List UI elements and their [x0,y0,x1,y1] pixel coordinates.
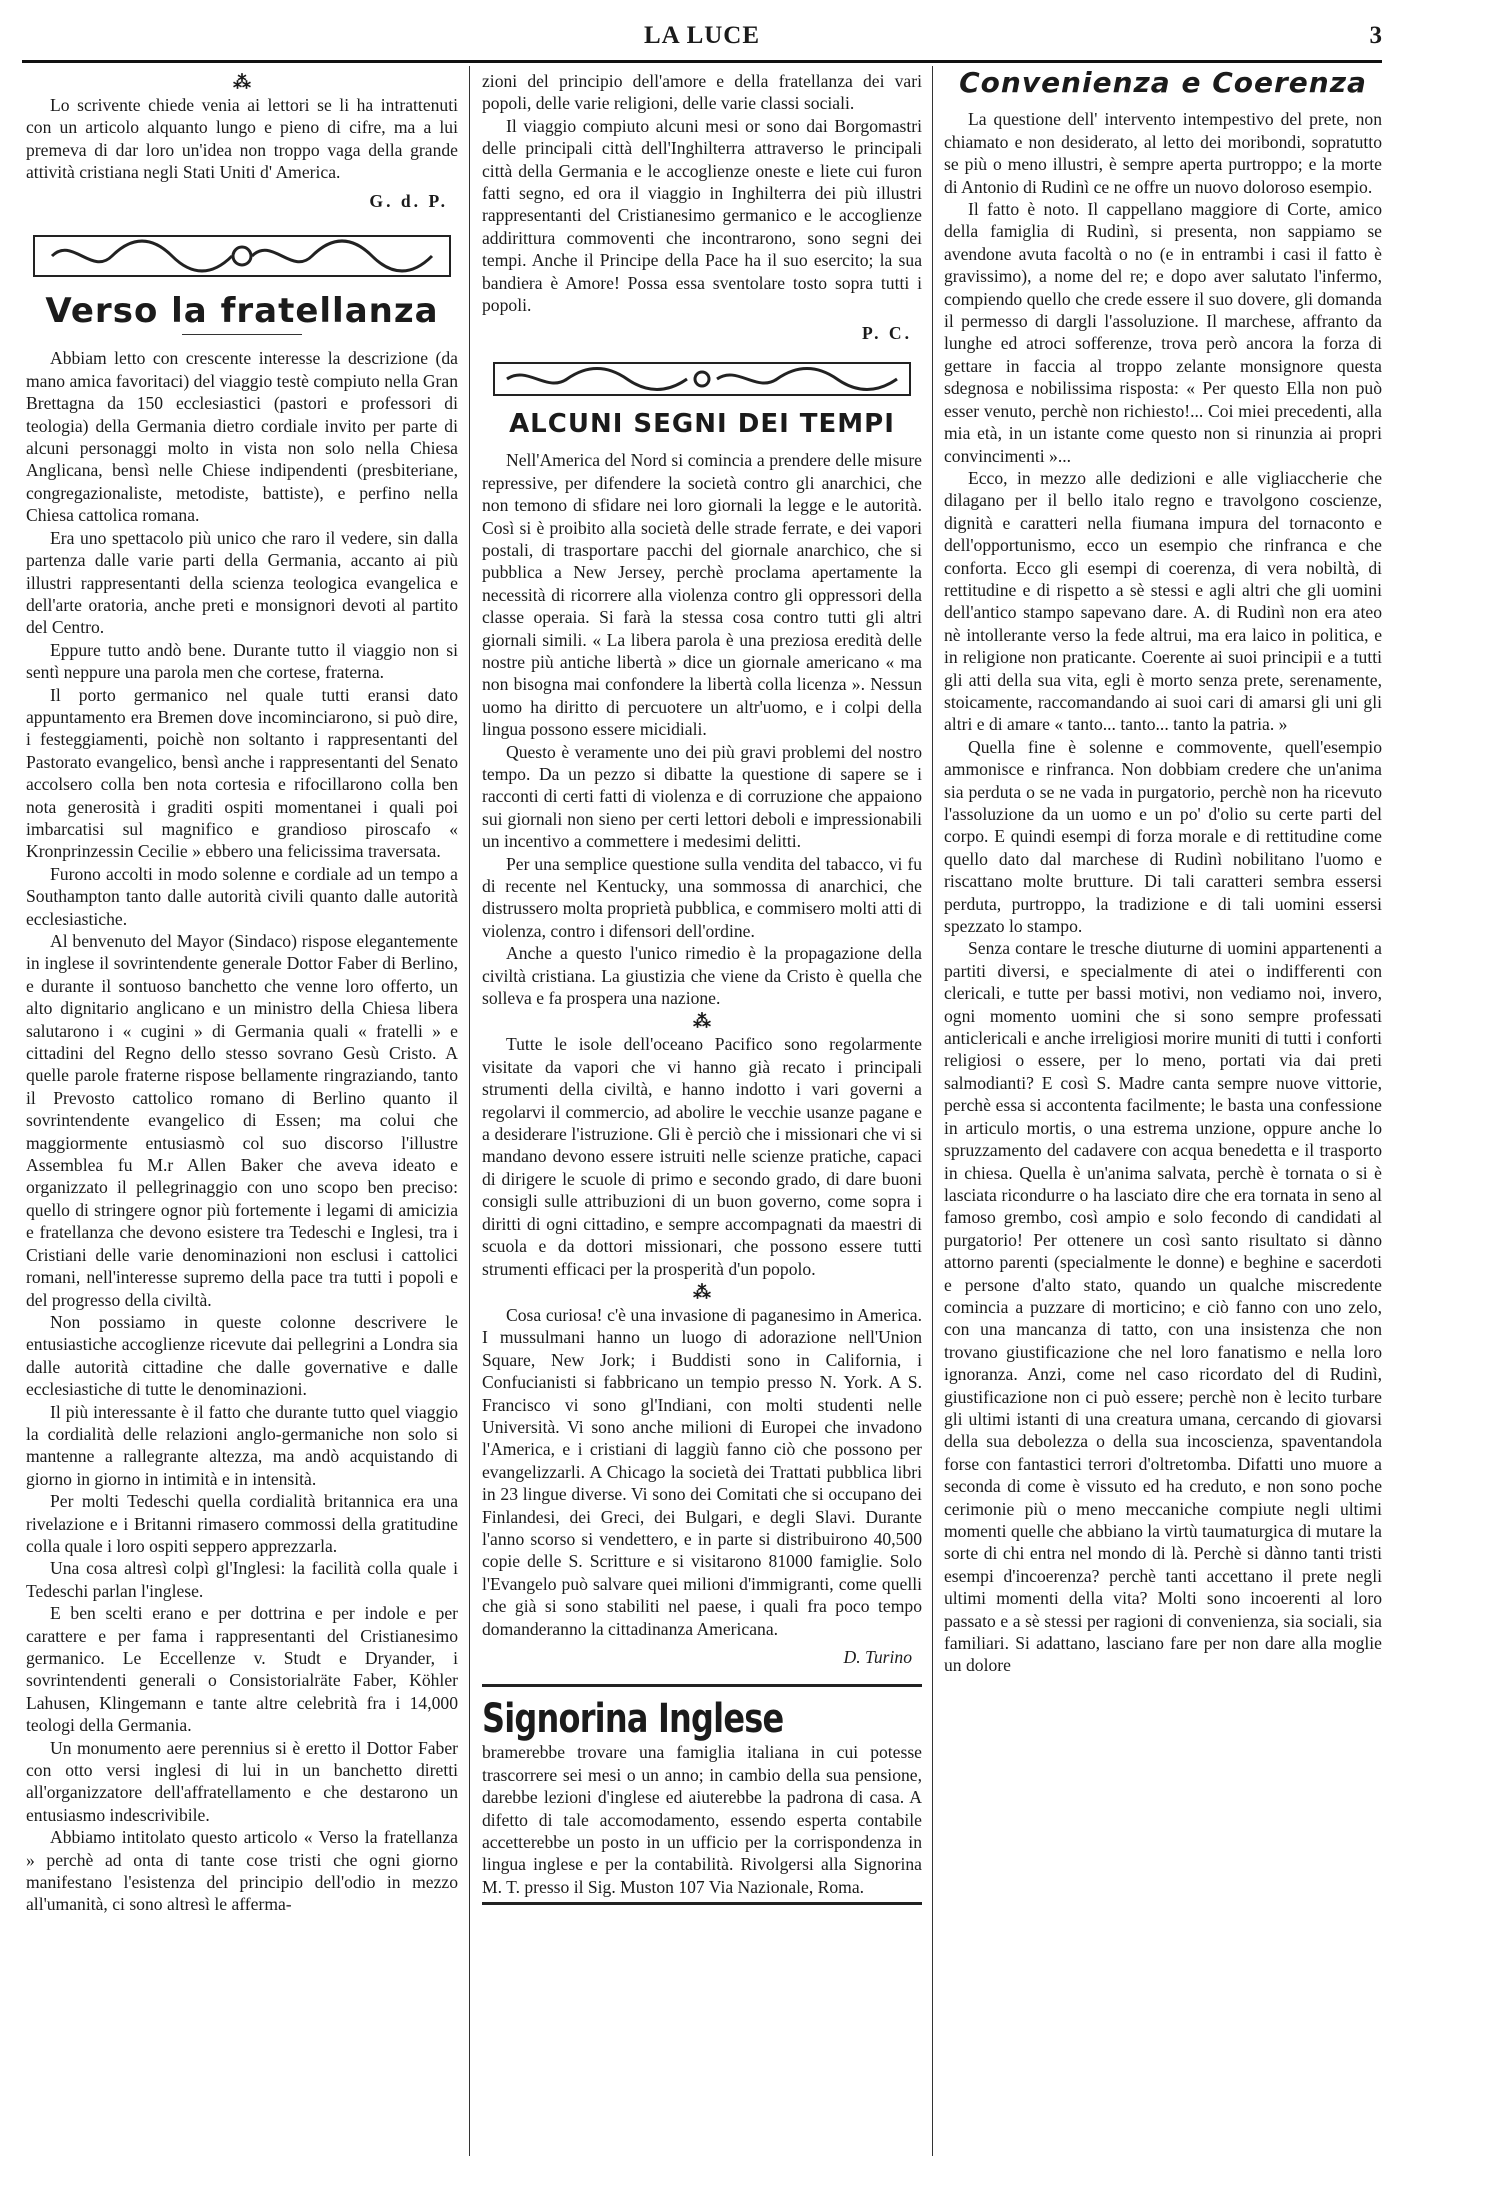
article-title: ALCUNI SEGNI DEI TEMPI [509,408,895,439]
article-paragraph: Tutte le isole dell'oceano Pacifico sono regolarmente visitate da vapori che vi hanno già recato i principali strumenti della civiltà, e hanno indotto i vari governi a regolarvi il commercio, ad abolire le vecchie usanze pagane e a desiderare l'istruzione. Gli è perciò che i missionari che vi si mandano devono essere istruiti nelle scienze pratiche, capaci di dirigere le scuole di primo e secondo grado, di dare buoni consigli sulle attribuzioni di un buon governo, come sopra i diritti di ogni cittadino, e sempre accompagnati da maestri di scuola e da dottori missionari, che possono essere tutti strumenti efficaci per la prosperità d'un popolo. [482,1034,922,1279]
article-paragraph: Era uno spettacolo più unico che raro il vedere, sin dalla partenza dalle varie parti della Germania, accanto ai più illustri rappresentanti della scienza teologica evangelica e dell'arte oratoria, anche preti e monsignori devoti al partito del Centro. [26,527,458,638]
page-number: 3 [1369,22,1382,49]
ad-headline: Signorina Inglese [482,1696,784,1743]
article-paragraph: La questione dell' intervento intempestivo del prete, non chiamato e non desiderato, al letto dei moribondi, sopratutto se più o meno illustri, è sempre aperta purtroppo; e la morte di Antonio di Rudinì ce ne offre un nuovo doloroso esempio. [944,109,1382,197]
article-paragraph: Abbiam letto con crescente interesse la descrizione (da mano amica favoritaci) del viaggio testè compiuto nella Gran Brettagna da 150 ecclesiastici (pastori e professori di teologia) della Germania dietro cordiale invito per parte di alcuni personaggi molto in vista non solo nella Chiesa Anglicana, bensì nelle Chiese indipendenti (presbiteriane, congregazionaliste, metodiste, battiste), e perfino nella Chiesa cattolica romana. [26,348,458,526]
article-paragraph: Per una semplice questione sulla vendita del tabacco, vi fu di recente nel Kentucky, una sommossa di anarchici, che distrussero molta proprietà pubblica, e commisero molti atti di violenza, contro i difensori dell'ordine. [482,853,922,941]
section-stars: ⁂ [693,1281,711,1302]
running-head [22,20,1382,63]
classified-ad [482,1684,922,1905]
article-paragraph: Questo è veramente uno dei più gravi problemi del nostro tempo. Da un pezzo si dibatte la questione di sapere se i racconti di certi fatti di violenza e di corruzione che appaiono sui giornali non sieno per certi lettori deboli e impressionabili un incentivo a commettere i medesimi delitti. [482,741,922,852]
section-stars: ⁂ [233,72,251,92]
article-paragraph: Non possiamo in queste colonne descrivere le entusiastiche accoglienze ricevute dai pellegrini a Londra sia dalle autorità cittadine che dalle governative e dalle ecclesiastiche di tutte le denominazioni. [26,1311,458,1400]
article-paragraph: Il viaggio compiuto alcuni mesi or sono dai Borgomastri delle principali città dell'Inghilterra attraverso le principali città della Germania e le accoglienze oneste e liete cui furon fatti segno, ed ora il viaggio in Inghilterra dei più illustri rappresentanti del Cristianesimo germanico e le accoglienze addirittura commoventi che incontrarono, sono segni dei tempi. Anche il Principe della Pace ha il suo esercito; la sua bandiera è Amore! Possa essa sventolare tosto sopra tutti i popoli. [482,115,922,316]
column-divider [932,66,933,2156]
column-1 [26,70,458,2150]
article-paragraph: Il più interessante è il fatto che durante tutto quel viaggio la cordialità delle relazioni anglo-germaniche non solo si mantenne a rallegrante altezza, ma andò acquistando di giorno in giorno in intimità e in intensità. [26,1401,458,1489]
column-2 [482,70,922,2150]
article-paragraph: Quella fine è solenne e commovente, quell'esempio ammonisce e rinfranca. Non dobbiam credere che un'anima sia perduta o se ne vada in purgatorio, perchè non ha ricevuto l'assoluzione da un uomo e un po' d'olio su certe parti del corpo. E quindi esempi di forza morale e di rettitudine come quello dato dal marchese di Rudinì nobilitano l'uomo e riscattano molte brutture. Di tali caratteri sembra essersi perduta, purtroppo, la tradizione e di tali uomini essersi spezzato lo stampo. [944,736,1382,937]
article-paragraph: Una cosa altresì colpì gl'Inglesi: la facilità colla quale i Tedeschi parlan l'inglese. [26,1558,458,1601]
article-paragraph: Per molti Tedeschi quella cordialità britannica era una rivelazione e i Britanni rimasero commossi della gratitudine colla quale i loro ospiti seppero apprezzarla. [26,1491,458,1556]
intro-signature: G. d. P. [369,190,448,211]
article-paragraph: Al benvenuto del Mayor (Sindaco) rispose elegantemente in inglese il sovrintendente generale Dottor Faber di Berlino, e durante il sontuoso banchetto che venne loro offerto, un alto dignitario anglicano e un ministro della Chiesa libera salutarono i « cugini » di Germania quali « fratelli » e cittadini del Regno dello stesso sovrano Gesù Cristo. A quelle parole fraterne rispose bellamente ringraziando, tanto il Prevosto cattolico romano di Berlino quanto il sovrintendente evangelico di Essen; ma colui che maggiormente entusiasmò col suo discorso l'illustre Assemblea fu M.r Allen Baker che aveva ideato e organizzato il pellegrinaggio con uno scopo ben preciso: quello di stringere ognor più fortemente i legami di amicizia e fratellanza che devono esistere tra Tedeschi e Inglesi, tra i Cristiani delle varie denominazioni non esclusi i cattolici romani, nell'interesse supremo della pace tra tutti i popoli e del progresso della civiltà. [26,931,458,1310]
article-signature: P. C. [861,323,912,344]
section-stars: ⁂ [693,1011,711,1032]
article-paragraph: Nell'America del Nord si comincia a prendere delle misure repressive, per difendere la società contro gli anarchici, che non temono di sfidare nei loro giornali la legge e le autorità. Così si è proibito alla società delle strade ferrate, e dei vapori postali, di trasportare pacchi del giornale anarchico, che si pubblica a New Jersey, perchè proclama apertamente la necessità di ricorrere alla violenza contro gli oppressori della classe operaia. Si farà la stessa cosa contro tutti gli altri giornali simili. « La libera parola è una preziosa eredità delle nostre più antiche libertà » dice un giornale americano « ma non bisogna mai confondere la libertà colla licenza ». Nessun uomo ha diritto di percuotere un altr'uomo, e i colpi della lingua possono essere micidiali. [482,450,922,740]
title-underline [182,334,302,335]
article-title: Verso la fratellanza [45,291,439,332]
column-3 [944,70,1382,2150]
article-paragraph: Senza contare le tresche diuturne di uomini appartenenti a partiti diversi, e specialmente di atei o indifferenti con clericali, e tutte per bassi motivi, non vediamo noi, invero, ogni momento uomini che si sono sempre professati anticlericali e anche irreligiosi morire muniti di tutti i conforti religiosi o essere, per lo meno, portati via dai preti salmodianti? E così S. Madre canta sempre nuove vittorie, perchè essa si accontenta facilmente; le basta una confessione in articulo mortis, o una estrema unzione, oppure anche lo spruzzamento del cadavere con acqua benedetta e il trasporto in chiesa. Quella è un'anima salvata, perchè è tornata o si è lasciata ricondurre o ha lasciato dire che era tornata in seno al famoso grembo, così ampio e solo fecondo di candidati al purgatorio! Per ottenere un così santo risultato si dànno attorno parenti (specialmente le donne) e beghine e sacerdoti e persone d'alto stato, quando un qualche miscredente comincia a puzzare di morticino; e ciò fanno con uno zelo, con una mancanza di tatto, con una insistenza che non trovano giustificazione che nel loro fanatismo e nella loro ignoranza. Anzi, come nel caso ricordato del di Rudinì, giustificazione non ci può essere; perchè non è lecito turbare gli ultimi istanti di una creatura umana, cercando di giovarsi della sua debolezza o della sua incoscienza, spaventandola forse con fantastici terrori d'oltretomba. Difatti uno muore a seconda di come è vissuto ed ha creduto, e non sono poche cerimonie più o meno meccaniche compiute negli ultimi momenti quelle che abbiano la virtù taumaturgica di mutare la sorte di chi entra nel mondo di là. Perchè si dànno tanti tristi esempi d'incoerenza? perchè tanti accettano il prete negli ultimi momenti della vita? Molti sono incoerenti al loro passato e a sè stessi per ragioni di convenienza, sia sociali, sia familiari. Si adattano, lasciano fare per non dare alla moglie un dolore [944,938,1382,1676]
ornamental-divider [32,226,452,286]
article-paragraph: Eppure tutto andò bene. Durante tutto il viaggio non si sentì neppure una parola men che cortese, fraterna. [26,639,458,683]
article-paragraph: Un monumento aere perennius si è eretto il Dottor Faber con otto versi inglesi di lui in un banchetto diretti all'organizzatore dell'affratellamento e che destarono un entusiasmo indescrivibile. [26,1737,458,1825]
article-paragraph: Furono accolti in modo solenne e cordiale ad un tempo a Southampton tanto dalle autorità civili quanto dalle autorità ecclesiastiche. [26,863,458,929]
article-paragraph: Il fatto è noto. Il cappellano maggiore di Corte, amico della famiglia di Rudinì, si presenta, non sappiamo se avendone avuta facoltà o no (e in entrambi i casi il fatto è gravissimo), a nome del re; e dopo aver salutato l'infermo, compiendo quello che crede essere il suo dovere, gli domanda il permesso di dargli l'assoluzione. Il marchese, affranto da lunghe ed atroci sofferenze, trova però ancora la forza di gettare in faccia al troppo zelante monsignore questa sdegnosa e nobilissima risposta: « Per questo Ella non può esser venuto, perchè non richiesto!... Coi miei precedenti, alla mia età, in un istante come questo non si rinunzia ai propri convincimenti »... [944,199,1382,466]
ornamental-divider [492,359,912,399]
article-signature: D. Turino [843,1647,912,1667]
ad-text: bramerebbe trovare una famiglia italiana in cui potesse trascorrere sei mesi o un anno; in cambio della sua pensione, darebbe lezioni d'inglese ed aiuterebbe la padrona di casa. A difetto di tale accomodamento, essendo esperta contabile accetterebbe un posto in un ufficio per la corrispondenza in lingua inglese e per la contabilità. Rivolgersi alla Signorina M. T. presso il Sig. Muston 107 Via Nazionale, Roma. [482,1742,922,1897]
column-divider [469,66,470,2156]
article-paragraph: Anche a questo l'unico rimedio è la propagazione della civiltà cristiana. La giustizia che viene da Cristo è quella che solleva e fa prospera una nazione. [482,943,922,1009]
article-paragraph: Cosa curiosa! c'è una invasione di paganesimo in America. I mussulmani hanno un luogo di adorazione nell'Union Square, New Jork; i Buddisti sono in California, i Confucianisti si fabbricano un tempio presso N. York. A S. Francisco vi sono gl'Indiani, con molti studenti nelle Università. Vi sono anche milioni di Europei che invadono l'America, e i cristiani di laggiù fanno ciò che possono per evangelizzarli. A Chicago la società dei Trattati pubblica libri in 23 lingue diverse. Vi sono dei Comitati che si occupano dei Finlandesi, dei Greci, dei Bulgari, e degli Slavi. Durante l'anno scorso si vendettero, e in parte si distribuirono 40,500 copie delle S. Scritture e si visitarono 81000 famiglie. Solo l'Evangelo può salvare quei milioni d'immigranti, come quelli che già si sono stabiliti nel paese, i quali fra poco tempo domanderanno la cittadinanza Americana. [482,1304,922,1639]
article-paragraph: Il porto germanico nel quale tutti eransi dato appuntamento era Bremen dove incominciarono, si può dire, i festeggiamenti, poichè non soltanto i rappresentanti del Pastorato evangelico, bensì anche i rappresentanti del Senato accolsero colla ben nota cortesia e rifocillarono colla ben nota generosità i graditi ospiti momentanei i quali poi imbarcatisi sul magnifico e grandioso piroscafo « Kronprinzessin Cecilie » ebbero una felicissima traversata. [26,684,458,862]
continued-text: zioni del principio dell'amore e della fratellanza dei vari popoli, delle varie religioni, delle varie classi sociali. [482,71,922,114]
article-title: Convenienza e Coerenza [959,70,1367,99]
article-paragraph: Abbiamo intitolato questo articolo « Verso la fratellanza » perchè ad onta di tante cose tristi che ogni giorno manifestano l'esistenza del principio dell'odio in mezzo all'umanità, ci sono altresì le afferma- [26,1827,458,1915]
article-paragraph: E ben scelti erano e per dottrina e per indole e per carattere e per fama i rappresentanti del Cristianesimo germanico. Le Eccellenze v. Studt e Dryander, i sovrintendenti generali o Consistorialräte Faber, Köhler Lahusen, Klingemann e tante altre celebrità fra i 14,000 teologi della Germania. [26,1603,458,1736]
intro-note: Lo scrivente chiede venia ai lettori se li ha intrattenuti con un articolo alquanto lungo e pieno di cifre, ma a lui premeva di dar loro un'idea non troppo vaga della grande attività cristiana negli Stati Uniti d' America. [26,95,458,183]
article-paragraph: Ecco, in mezzo alle dedizioni e alle vigliaccherie che dilagano per il bello italo regno e travolgono coscienze, dignità e caratteri nella fiumana impura del tornaconto e dell'opportunismo, ecco un esempio che rinfranca e che conforta. Ecco gli esempi di coerenza, di vera nobiltà, di rettitudine e di rispetto a sè stessi e agli altri che gli uomini dell'antico stampo sapevano dare. A. di Rudinì non era ateo nè intollerante verso la fede altrui, ma era laico in politica, e in religione non praticante. Coerente ai suoi principii e a tutti gli atti della sua vita, egli è morto senza prete, serenamente, stoicamente, raccomandando ai suoi cari di amarsi gli uni gli altri e di amare « tanto... tanto... tanto la patria. » [944,467,1382,735]
newspaper-title: LA LUCE [643,22,761,49]
